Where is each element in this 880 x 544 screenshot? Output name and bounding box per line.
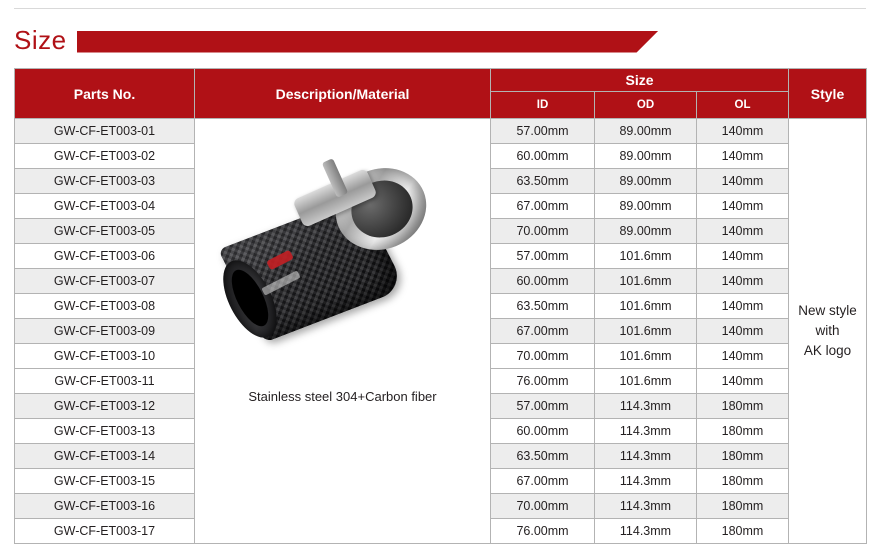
cell-parts-no: GW-CF-ET003-16 [15, 494, 195, 519]
cell-ol: 180mm [697, 469, 789, 494]
column-header-size-group: Size [491, 69, 789, 92]
exhaust-tip-image [223, 145, 463, 355]
cell-od: 89.00mm [595, 119, 697, 144]
cell-ol: 140mm [697, 269, 789, 294]
cell-id: 57.00mm [491, 244, 595, 269]
cell-id: 67.00mm [491, 319, 595, 344]
cell-ol: 140mm [697, 369, 789, 394]
cell-od: 101.6mm [595, 244, 697, 269]
cell-ol: 140mm [697, 194, 789, 219]
size-table-container [14, 68, 866, 544]
cell-parts-no: GW-CF-ET003-14 [15, 444, 195, 469]
cell-od: 114.3mm [595, 494, 697, 519]
cell-od: 114.3mm [595, 444, 697, 469]
cell-od: 114.3mm [595, 394, 697, 419]
cell-od: 114.3mm [595, 519, 697, 544]
cell-style [789, 119, 867, 544]
title-banner-bar [77, 31, 659, 53]
cell-id: 57.00mm [491, 119, 595, 144]
column-header-ol: OL [697, 92, 789, 119]
cell-parts-no: GW-CF-ET003-02 [15, 144, 195, 169]
cell-parts-no: GW-CF-ET003-09 [15, 319, 195, 344]
cell-parts-no: GW-CF-ET003-11 [15, 369, 195, 394]
cell-od: 101.6mm [595, 369, 697, 394]
cell-id: 70.00mm [491, 344, 595, 369]
cell-id: 63.50mm [491, 169, 595, 194]
cell-parts-no: GW-CF-ET003-03 [15, 169, 195, 194]
cell-ol: 180mm [697, 394, 789, 419]
cell-ol: 140mm [697, 244, 789, 269]
cell-od: 89.00mm [595, 144, 697, 169]
column-header-parts-no: Parts No. [15, 69, 195, 119]
cell-ol: 140mm [697, 344, 789, 369]
cell-parts-no: GW-CF-ET003-08 [15, 294, 195, 319]
table-body [15, 119, 867, 544]
cell-ol: 180mm [697, 444, 789, 469]
table-row [15, 119, 867, 144]
cell-parts-no: GW-CF-ET003-04 [15, 194, 195, 219]
cell-ol: 140mm [697, 169, 789, 194]
page-title: Size [14, 25, 67, 55]
cell-id: 60.00mm [491, 144, 595, 169]
cell-parts-no: GW-CF-ET003-15 [15, 469, 195, 494]
style-line-2: with [815, 322, 840, 338]
cell-id: 70.00mm [491, 494, 595, 519]
column-header-style: Style [789, 69, 867, 119]
cell-ol: 140mm [697, 219, 789, 244]
cell-id: 67.00mm [491, 194, 595, 219]
cell-id: 76.00mm [491, 519, 595, 544]
cell-parts-no: GW-CF-ET003-10 [15, 344, 195, 369]
cell-od: 101.6mm [595, 319, 697, 344]
cell-od: 101.6mm [595, 269, 697, 294]
cell-description-material [195, 119, 491, 544]
column-header-description: Description/Material [195, 69, 491, 119]
cell-id: 57.00mm [491, 394, 595, 419]
cell-od: 89.00mm [595, 219, 697, 244]
description-content [195, 119, 490, 543]
cell-od: 101.6mm [595, 344, 697, 369]
column-header-od: OD [595, 92, 697, 119]
cell-parts-no: GW-CF-ET003-17 [15, 519, 195, 544]
cell-parts-no: GW-CF-ET003-01 [15, 119, 195, 144]
cell-id: 76.00mm [491, 369, 595, 394]
cell-od: 89.00mm [595, 194, 697, 219]
cell-ol: 140mm [697, 119, 789, 144]
table-header-row-1 [15, 69, 867, 92]
cell-ol: 180mm [697, 519, 789, 544]
cell-id: 67.00mm [491, 469, 595, 494]
cell-ol: 180mm [697, 419, 789, 444]
cell-od: 101.6mm [595, 294, 697, 319]
cell-id: 70.00mm [491, 219, 595, 244]
cell-parts-no: GW-CF-ET003-12 [15, 394, 195, 419]
cell-parts-no: GW-CF-ET003-13 [15, 419, 195, 444]
top-divider [14, 8, 866, 9]
cell-ol: 180mm [697, 494, 789, 519]
cell-od: 114.3mm [595, 419, 697, 444]
cell-parts-no: GW-CF-ET003-05 [15, 219, 195, 244]
cell-ol: 140mm [697, 294, 789, 319]
cell-id: 60.00mm [491, 419, 595, 444]
cell-parts-no: GW-CF-ET003-07 [15, 269, 195, 294]
column-header-id: ID [491, 92, 595, 119]
table-header [15, 69, 867, 119]
cell-parts-no: GW-CF-ET003-06 [15, 244, 195, 269]
style-line-3: AK logo [803, 343, 852, 359]
cell-od: 89.00mm [595, 169, 697, 194]
cell-ol: 140mm [697, 319, 789, 344]
size-table [14, 68, 867, 544]
cell-id: 63.50mm [491, 444, 595, 469]
description-material-text: Stainless steel 304+Carbon fiber [248, 389, 437, 404]
cell-id: 63.50mm [491, 294, 595, 319]
title-banner [77, 31, 659, 53]
cell-od: 114.3mm [595, 469, 697, 494]
section-title-row [14, 22, 866, 58]
cell-id: 60.00mm [491, 269, 595, 294]
cell-ol: 140mm [697, 144, 789, 169]
style-line-1: New style [798, 302, 857, 318]
